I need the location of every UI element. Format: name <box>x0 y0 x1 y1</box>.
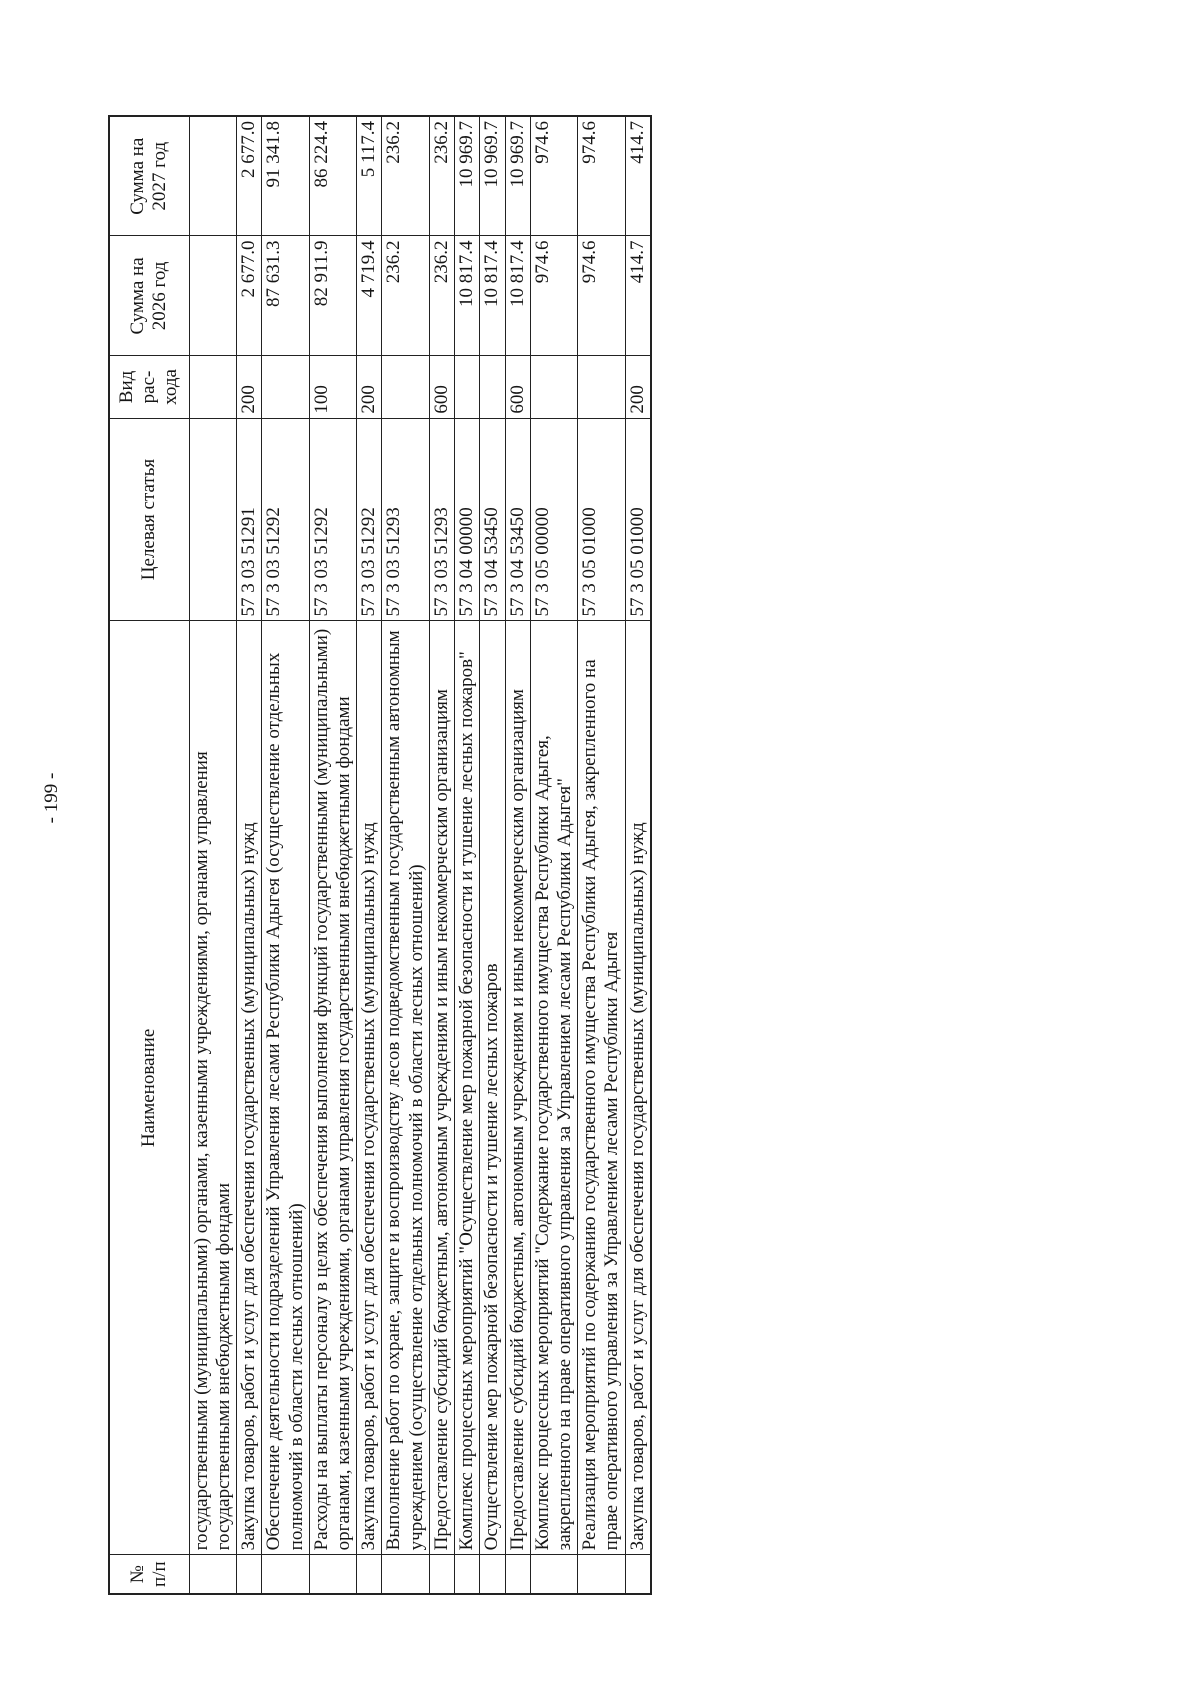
cell-sum-2026: 10 817.4 <box>505 236 530 356</box>
cell-num <box>429 1555 454 1594</box>
cell-name: Закупка товаров, работ и услуг для обеспечения государственных (муниципальных) нужд <box>357 621 382 1555</box>
page-number: - 199 - <box>41 772 62 824</box>
cell-code: 57 3 03 51292 <box>357 418 382 621</box>
cell-code: 57 3 03 51292 <box>309 418 356 621</box>
cell-code: 57 3 03 51292 <box>262 418 309 621</box>
cell-name: Закупка товаров, работ и услуг для обеспечения государственных (муниципальных) нужд <box>237 621 262 1555</box>
cell-code: 57 3 03 51291 <box>237 418 262 621</box>
cell-num <box>189 1555 236 1594</box>
cell-name: Предоставление субсидий бюджетным, автономным учреждениям и иным некоммерческим организациям <box>429 621 454 1555</box>
cell-vid <box>382 356 429 418</box>
cell-num <box>578 1555 625 1594</box>
table-row <box>455 116 480 1594</box>
cell-sum-2027: 10 969.7 <box>505 116 530 236</box>
cell-sum-2027: 974.6 <box>530 116 577 236</box>
cell-sum-2026: 236.2 <box>429 236 454 356</box>
header-sum-2026: Сумма на 2026 год <box>109 236 189 356</box>
table-row <box>429 116 454 1594</box>
table-row <box>262 116 309 1594</box>
cell-sum-2026: 82 911.9 <box>309 236 356 356</box>
cell-code: 57 3 03 51293 <box>382 418 429 621</box>
header-name: Наименование <box>109 621 189 1555</box>
cell-name: Расходы на выплаты персоналу в целях обеспечения выполнения функций государственными (муниципальными) органами, казенными учреждениями, органами управления государственными внебюджетными фондами <box>309 621 356 1555</box>
cell-vid: 100 <box>309 356 356 418</box>
cell-sum-2026: 974.6 <box>530 236 577 356</box>
table-row <box>237 116 262 1594</box>
cell-name: Комплекс процессных мероприятий "Осуществление мер пожарной безопасности и тушение лесных пожаров" <box>455 621 480 1555</box>
cell-code: 57 3 03 51293 <box>429 418 454 621</box>
cell-sum-2026: 974.6 <box>578 236 625 356</box>
cell-num <box>382 1555 429 1594</box>
cell-sum-2026: 87 631.3 <box>262 236 309 356</box>
cell-num <box>505 1555 530 1594</box>
cell-vid: 600 <box>429 356 454 418</box>
table-header-row <box>109 116 189 1594</box>
cell-vid: 200 <box>237 356 262 418</box>
cell-code: 57 3 05 01000 <box>578 418 625 621</box>
cell-vid: 600 <box>505 356 530 418</box>
cell-sum-2027: 236.2 <box>429 116 454 236</box>
cell-code: 57 3 05 00000 <box>530 418 577 621</box>
cell-vid <box>262 356 309 418</box>
cell-name: Обеспечение деятельности подразделений Управления лесами Республики Адыгея (осуществление отдельных полномочий в области лесных отношений) <box>262 621 309 1555</box>
cell-sum-2027: 974.6 <box>578 116 625 236</box>
cell-code: 57 3 04 53450 <box>505 418 530 621</box>
cell-sum-2026: 414.7 <box>625 236 651 356</box>
cell-code <box>189 418 236 621</box>
cell-num <box>625 1555 651 1594</box>
cell-vid: 200 <box>625 356 651 418</box>
table-body <box>189 116 651 1594</box>
cell-vid <box>530 356 577 418</box>
table-row <box>382 116 429 1594</box>
cell-name: Комплекс процессных мероприятий "Содержание государственного имущества Республики Адыгея, закрепленного на праве оперативного управления за Управлением лесами Республики Адыгея" <box>530 621 577 1555</box>
table-row <box>505 116 530 1594</box>
table-row <box>530 116 577 1594</box>
cell-vid <box>578 356 625 418</box>
table-row <box>480 116 505 1594</box>
cell-sum-2026: 236.2 <box>382 236 429 356</box>
cell-vid <box>455 356 480 418</box>
cell-num <box>480 1555 505 1594</box>
budget-table-container <box>108 115 1058 1595</box>
table-row <box>357 116 382 1594</box>
cell-num <box>530 1555 577 1594</box>
cell-vid <box>480 356 505 418</box>
budget-table <box>108 115 652 1595</box>
cell-sum-2027: 414.7 <box>625 116 651 236</box>
cell-name: Реализация мероприятий по содержанию государственного имущества Республики Адыгея, закрепленного на праве оперативного управления за Управлением лесами Республики Адыгея <box>578 621 625 1555</box>
cell-num <box>237 1555 262 1594</box>
header-code: Целевая статья <box>109 418 189 621</box>
cell-num <box>262 1555 309 1594</box>
cell-sum-2026: 4 719.4 <box>357 236 382 356</box>
cell-sum-2027: 91 341.8 <box>262 116 309 236</box>
cell-vid <box>189 356 236 418</box>
table-row <box>625 116 651 1594</box>
table-row <box>309 116 356 1594</box>
cell-name: Выполнение работ по охране, защите и воспроизводству лесов подведомственным государственным автономным учреждением (осуществление отдельных полномочий в области лесных отношений) <box>382 621 429 1555</box>
table-row <box>189 116 236 1594</box>
cell-sum-2026 <box>189 236 236 356</box>
cell-vid: 200 <box>357 356 382 418</box>
header-vid: Вид рас-хода <box>109 356 189 418</box>
header-num: № п/п <box>109 1555 189 1594</box>
cell-code: 57 3 04 53450 <box>480 418 505 621</box>
cell-code: 57 3 05 01000 <box>625 418 651 621</box>
cell-num <box>357 1555 382 1594</box>
cell-sum-2027: 2 677.0 <box>237 116 262 236</box>
cell-name: Закупка товаров, работ и услуг для обеспечения государственных (муниципальных) нужд <box>625 621 651 1555</box>
cell-sum-2026: 2 677.0 <box>237 236 262 356</box>
cell-sum-2026: 10 817.4 <box>480 236 505 356</box>
cell-sum-2027: 10 969.7 <box>455 116 480 236</box>
cell-num <box>309 1555 356 1594</box>
cell-sum-2027: 10 969.7 <box>480 116 505 236</box>
cell-sum-2027: 236.2 <box>382 116 429 236</box>
cell-num <box>455 1555 480 1594</box>
header-sum-2027: Сумма на 2027 год <box>109 116 189 236</box>
cell-sum-2027: 5 117.4 <box>357 116 382 236</box>
cell-sum-2026: 10 817.4 <box>455 236 480 356</box>
cell-name: Предоставление субсидий бюджетным, автономным учреждениям и иным некоммерческим организациям <box>505 621 530 1555</box>
table-row <box>578 116 625 1594</box>
cell-name: государственными (муниципальными) органами, казенными учреждениями, органами управления государственными внебюджетными фондами <box>189 621 236 1555</box>
cell-sum-2027 <box>189 116 236 236</box>
cell-code: 57 3 04 00000 <box>455 418 480 621</box>
cell-sum-2027: 86 224.4 <box>309 116 356 236</box>
cell-name: Осуществление мер пожарной безопасности и тушение лесных пожаров <box>480 621 505 1555</box>
